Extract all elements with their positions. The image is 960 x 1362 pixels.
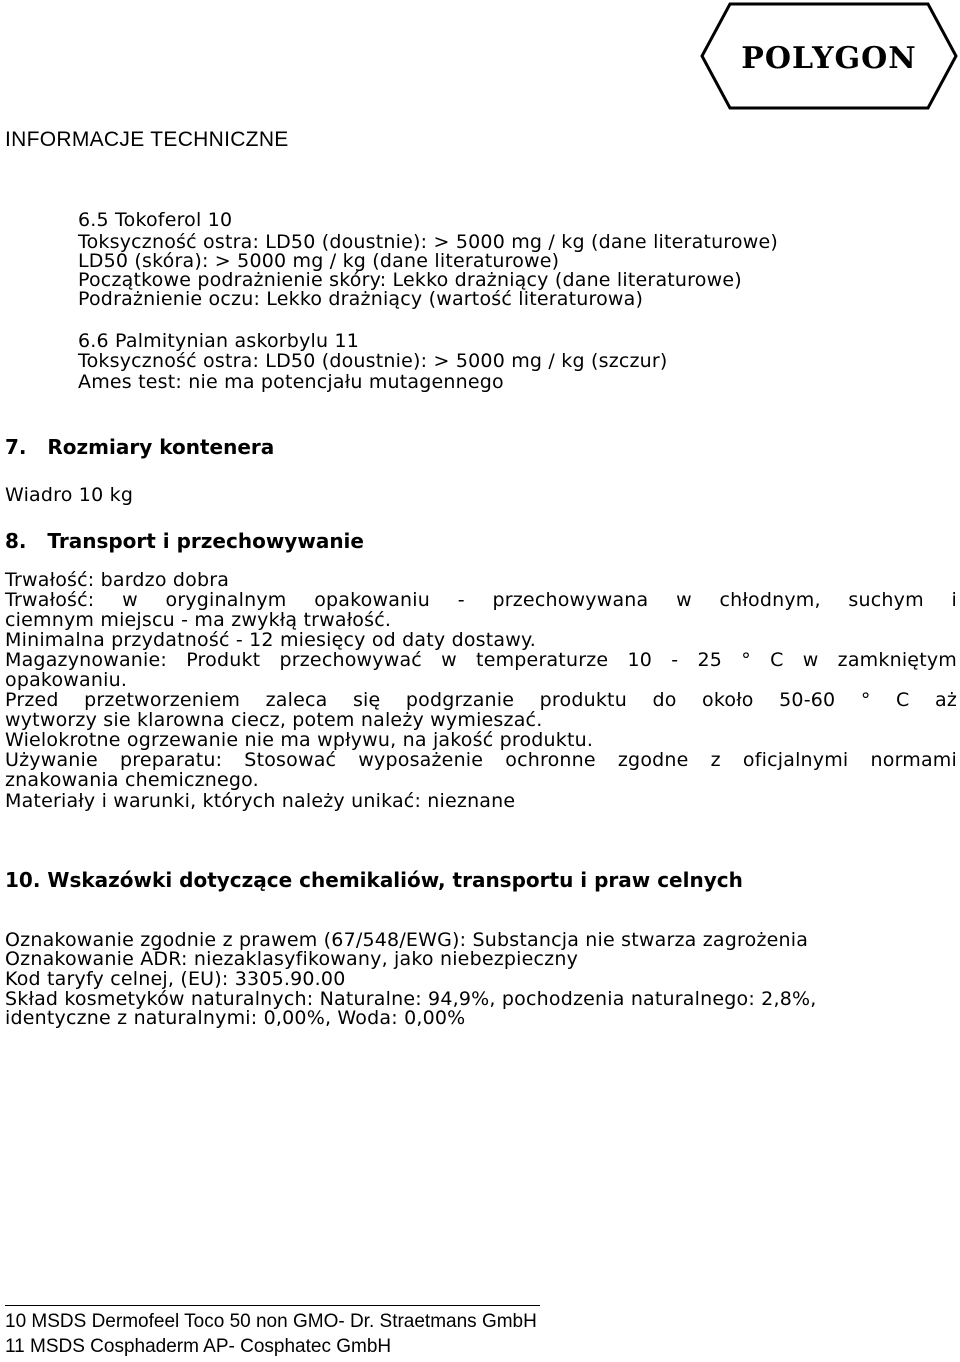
section-10-line: Oznakowanie zgodnie z prawem (67/548/EWG): Substancja nie stwarza zagrożenia <box>5 929 809 951</box>
section-8-heading: 8. Transport i przechowywanie <box>5 529 364 553</box>
section-8-line: Używanie preparatu: Stosować wyposażenie ochronne zgodne z oficjalnymi normami <box>5 749 957 771</box>
footnote-separator <box>5 1305 540 1306</box>
section-7-heading: 7. Rozmiary kontenera <box>5 435 275 459</box>
section-6-5-title: 6.5 Tokoferol 10 <box>78 209 233 231</box>
section-10-line: Kod taryfy celnej, (EU): 3305.90.00 <box>5 968 346 990</box>
section-8-line: Trwałość: bardzo dobra <box>5 569 230 591</box>
section-10-line: Skład kosmetyków naturalnych: Naturalne: 94,9%, pochodzenia naturalnego: 2,8%, <box>5 988 817 1010</box>
section-6-5-line: Początkowe podrażnienie skóry: Lekko drażniący (dane literaturowe) <box>78 269 742 291</box>
section-10-line: identyczne z naturalnymi: 0,00%, Woda: 0,00% <box>5 1007 466 1029</box>
section-8-line: Wielokrotne ogrzewanie nie ma wpływu, na jakość produktu. <box>5 729 594 751</box>
section-8-line: Magazynowanie: Produkt przechowywać w temperaturze 10 - 25 ° C w zamkniętym <box>5 649 957 671</box>
footnote: 10 MSDS Dermofeel Toco 50 non GMO- Dr. Straetmans GmbH <box>5 1311 537 1332</box>
section-8-line: opakowaniu. <box>5 669 128 691</box>
footnote: 11 MSDS Cosphaderm AP- Cosphatec GmbH <box>5 1336 392 1357</box>
section-8-line: Materiały i warunki, których należy unikać: nieznane <box>5 790 516 812</box>
section-6-5-line: LD50 (skóra): > 5000 mg / kg (dane literaturowe) <box>78 250 560 272</box>
section-7-text: Wiadro 10 kg <box>5 484 134 506</box>
polygon-logo <box>700 2 958 110</box>
document-header: INFORMACJE TECHNICZNE <box>5 128 289 151</box>
section-10-line: Oznakowanie ADR: niezaklasyfikowany, jako niebezpieczny <box>5 948 579 970</box>
section-6-6-title: 6.6 Palmitynian askorbylu 11 <box>78 330 360 352</box>
section-10-heading: 10. Wskazówki dotyczące chemikaliów, transportu i praw celnych <box>5 868 743 892</box>
section-8-line: Trwałość: w oryginalnym opakowaniu - przechowywana w chłodnym, suchym i <box>5 589 957 611</box>
section-8-line: ciemnym miejscu - ma zwykłą trwałość. <box>5 609 392 631</box>
section-8-line: Przed przetworzeniem zaleca się podgrzanie produktu do około 50-60 ° C aż <box>5 689 957 711</box>
section-8-line: Minimalna przydatność - 12 miesięcy od daty dostawy. <box>5 629 536 651</box>
logo-text: POLYGON <box>741 41 917 76</box>
section-8-line: znakowania chemicznego. <box>5 769 259 791</box>
section-8-line: wytworzy sie klarowna ciecz, potem należy wymieszać. <box>5 709 543 731</box>
section-6-6-line: Toksyczność ostra: LD50 (doustnie): > 5000 mg / kg (szczur) <box>78 350 668 372</box>
section-6-5-line: Podrażnienie oczu: Lekko drażniący (wartość literaturowa) <box>78 288 644 310</box>
section-6-5-line: Toksyczność ostra: LD50 (doustnie): > 5000 mg / kg (dane literaturowe) <box>78 231 778 253</box>
section-6-6-line: Ames test: nie ma potencjału mutagennego <box>78 371 504 393</box>
